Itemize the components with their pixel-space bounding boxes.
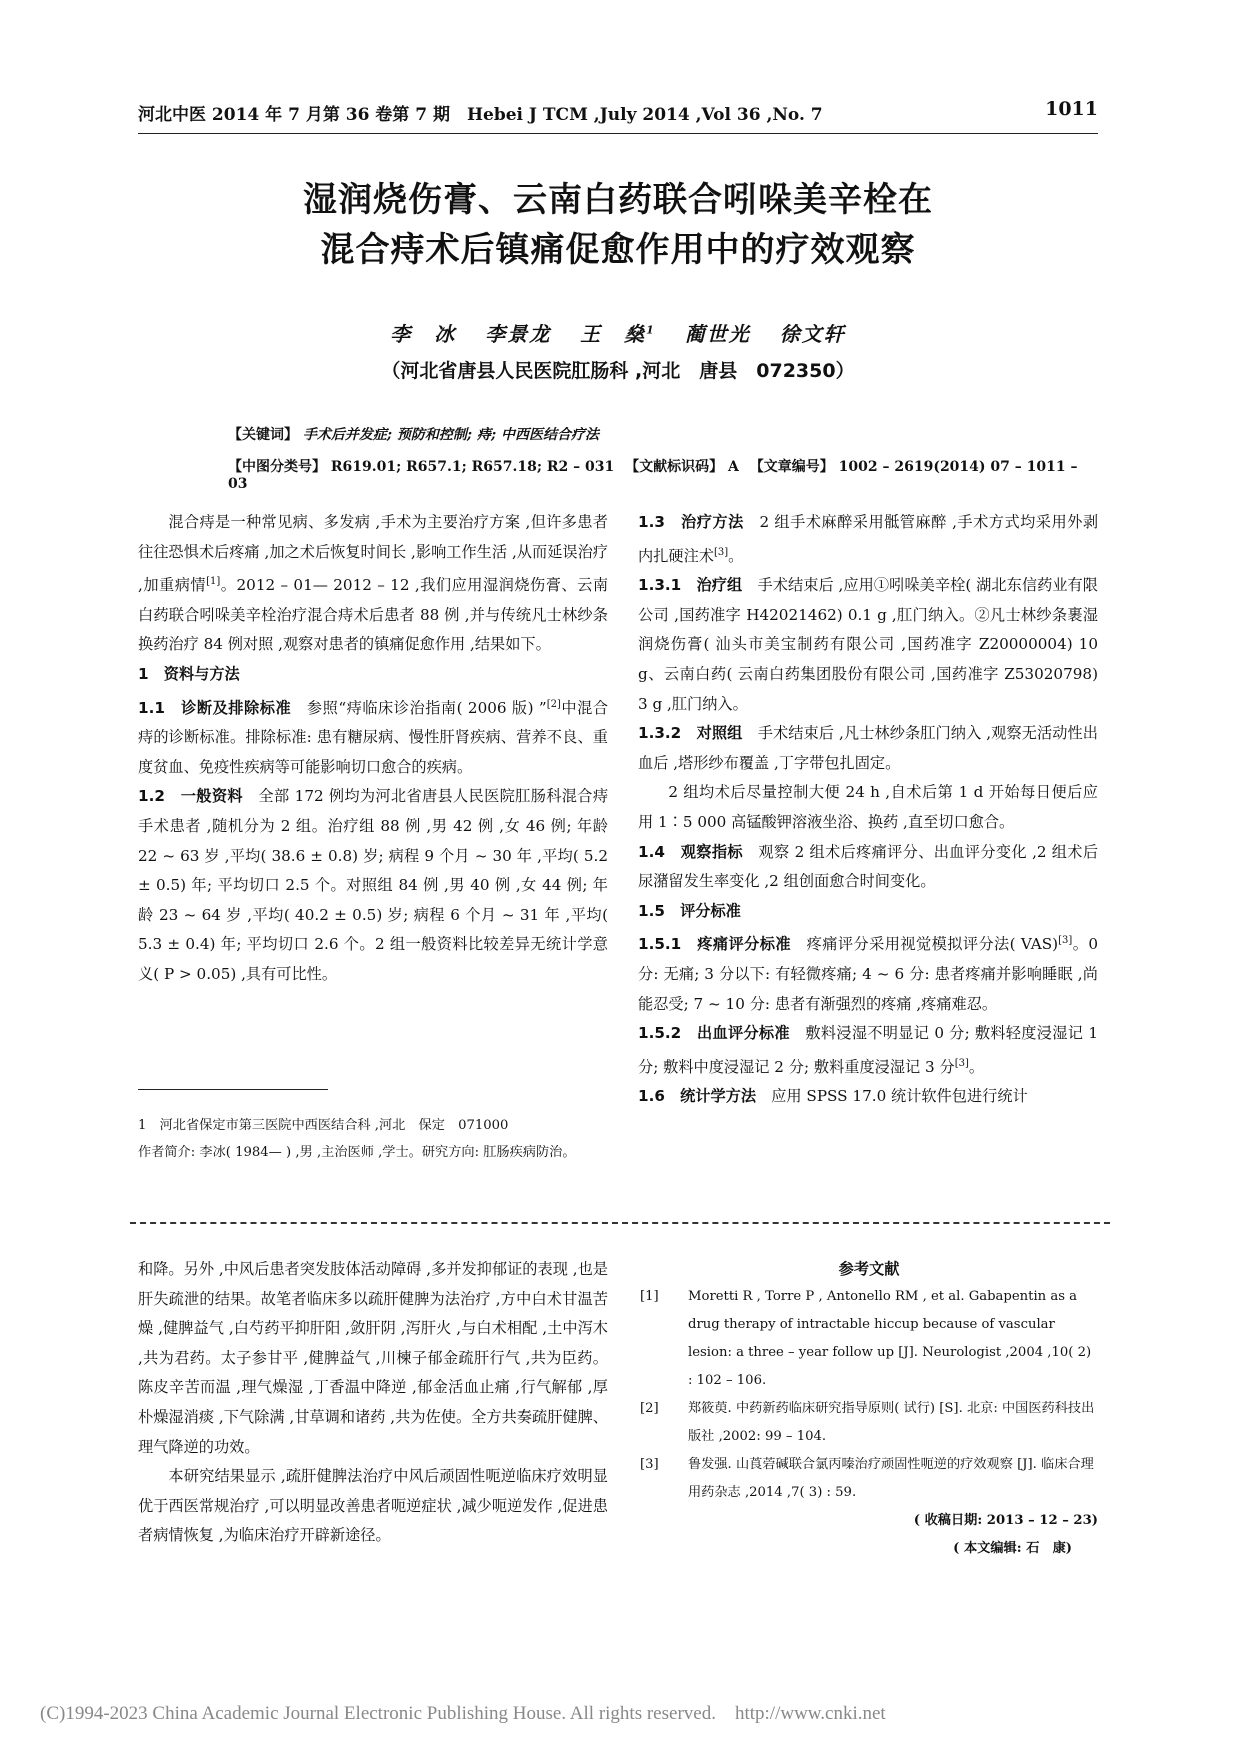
previous-article-continuation (138, 1255, 608, 1551)
conclusion-paragraph: 本研究结果显示 ,疏肝健脾法治疗中风后顽固性呃逆临床疗效明显优于西医常规治疗 ,可以明显改善患者呃逆症状 ,减少呃逆发作 ,促进患者病情恢复 ,为临床治疗开辟新途径。 (138, 1467, 608, 1545)
subsection-1-5-2: 1.5.2 出血评分标准 敷料浸湿不明显记 0 分; 敷料轻度浸湿记 1 分; 敷料中度浸湿记 2 分; 敷料重度浸湿记 3 分[3]。 (638, 1024, 1098, 1076)
subsection-1-5: 1.5 评分标准 (638, 901, 741, 920)
keywords (228, 424, 1098, 444)
article-number-value: 1002 – 2619(2014) 07 – 1011 – 03 (228, 459, 1078, 492)
left-column (138, 508, 608, 990)
reference-item: [2] 郑筱萸. 中药新药临床研究指导原则( 试行) [S]. 北京: 中国医药科技出版社 ,2002: 99 – 104. (640, 1401, 1095, 1444)
section-heading: 1 资料与方法 (138, 665, 240, 684)
citation-ref: [2] (546, 698, 561, 710)
clc-value: R619.01; R657.1; R657.18; R2 – 031 (330, 459, 615, 475)
footnote-rule (138, 1089, 328, 1090)
running-header (138, 100, 1098, 128)
subsection-1-6: 1.6 统计学方法 应用 SPSS 17.0 统计软件包进行统计 (638, 1087, 1028, 1106)
subsection-1-3: 1.3 治疗方法 2 组手术麻醉采用骶管麻醉 ,手术方式均采用外剥内扎硬注术[3]。 (638, 513, 1099, 565)
editor-note: ( 本文编辑: 石 康) (953, 1541, 1072, 1556)
reference-item: [3] 鲁发强. 山莨菪碱联合氯丙嗪治疗顽固性呃逆的疗效观察 [J]. 临床合理用药杂志 ,2014 ,7( 3) : 59. (640, 1457, 1094, 1500)
subsection-1-1: 1.1 诊断及排除标准 参照“痔临床诊治指南( 2006 版) ”[2]中混合痔的诊断标准。排除标准: 患有糖尿病、慢性肝肾疾病、营养不良、重度贫血、免疫性疾病等可能影响切口愈合的疾病。 (138, 698, 609, 776)
author-affiliation-mark: 1 (646, 323, 656, 337)
references-title: 参考文献 (838, 1260, 900, 1278)
right-column (638, 508, 1098, 1112)
citation-ref: [3] (1058, 935, 1073, 947)
author-list (138, 318, 1098, 347)
footnote-author-bio: 作者简介: 李冰( 1984— ) ,男 ,主治医师 ,学士。研究方向: 肛肠疾病防治。 (138, 1145, 576, 1160)
doc-code-label: 【文献标识码】 (625, 459, 724, 475)
affiliation: （河北省唐县人民医院肛肠科 ,河北 唐县 072350） (381, 360, 855, 382)
subsection-1-5-1: 1.5.1 疼痛评分标准 疼痛评分采用视觉模拟评分法( VAS)[3]。0 分: 无痛; 3 分以下: 有轻微疼痛; 4 ~ 6 分: 患者疼痛并影响睡眠 ,尚能忍受; 7 ~ 10 分: 患者有渐强烈的疼痛 ,疼痛难忍。 (638, 935, 1098, 1013)
subsection-1-3-1: 1.3.1 治疗组 手术结束后 ,应用①吲哚美辛栓( 湖北东信药业有限公司 ,国药准字 H42021462) 0.1 g ,肛门纳入。②凡士林纱条裹湿润烧伤膏( 汕头市美宝制药有限公司 ,国药准字 Z20000004) 10 g、云南白药( 云南白药集团股份有限公司 ,国药准字 Z53020798) 3 g ,肛门纳入。 (638, 576, 1098, 713)
intro-paragraph: 混合痔是一种常见病、多发病 ,手术为主要治疗方案 ,但许多患者往往恐惧术后疼痛 ,加之术后恢复时间长 ,影响工作生活 ,从而延误治疗 ,加重病情[1]。2012 – 01— 2012 – 12 ,我们应用湿润烧伤膏、云南白药联合吲哚美辛栓治疗混合痔术后患者 88 例 ,并与传统凡士林纱条换药治疗 84 例对照 ,观察对患者的镇痛促愈作用 ,结果如下。 (138, 513, 609, 654)
author: 李景龙 (485, 322, 552, 346)
footnote-affiliation: 1 河北省保定市第三医院中西医结合科 ,河北 保定 071000 (138, 1118, 509, 1133)
article-number-label: 【文章编号】 (749, 459, 834, 475)
citation-ref: [1] (206, 576, 221, 588)
continuation-paragraph: 和降。另外 ,中风后患者突发肢体活动障碍 ,多并发抑郁证的表现 ,也是肝失疏泄的结果。故笔者临床多以疏肝健脾为法治疗 ,方中白术甘温苦燥 ,健脾益气 ,白芍药平抑肝阳 ,敛肝阴 ,泻肝火 ,与白术相配 ,土中泻木 ,共为君药。太子参甘平 ,健脾益气 ,川楝子郁金疏肝行气 ,共为臣药。陈皮辛苦而温 ,理气燥湿 ,丁香温中降逆 ,郁金活血止痛 ,行气解郁 ,厚朴燥湿消痰 ,下气除满 ,甘草调和诸药 ,共为佐使。全方共奏疏肝健脾、理气降逆的功效。 (138, 1260, 608, 1456)
reference-item: [1] Moretti R , Torre P , Antonello RM , et al. Gabapentin as a drug therapy of intractable hiccup because of vascular lesion: a three – year follow up [J]. Neurologist ,2004 ,10( 2) : 102 – 106. (640, 1289, 1092, 1388)
references (640, 1255, 1098, 1563)
classification-line (228, 456, 1098, 492)
received-date: ( 收稿日期: 2013 – 12 – 23) (913, 1513, 1098, 1528)
author: 徐文轩 (779, 322, 846, 346)
citation-ref: [3] (954, 1057, 969, 1069)
article-title-line-2: 混合痔术后镇痛促愈作用中的疗效观察 (320, 230, 916, 270)
author: 蔺世光 (684, 322, 751, 346)
doc-code-value: A (728, 459, 739, 475)
header-rule (138, 133, 1098, 134)
author: 李 冰 (390, 322, 457, 346)
article-divider (130, 1222, 1110, 1224)
keywords-label: 【关键词】 (228, 427, 298, 443)
article-title-line-1: 湿润烧伤膏、云南白药联合吲哚美辛栓在 (303, 180, 933, 220)
keywords-text: 手术后并发症; 预防和控制; 痔; 中西医结合疗法 (302, 427, 599, 443)
journal-citation-line: 河北中医 2014 年 7 月第 36 卷第 7 期 Hebei J TCM ,July 2014 ,Vol 36 ,No. 7 (138, 105, 823, 125)
clc-label: 【中图分类号】 (228, 459, 326, 475)
subsection-1-4: 1.4 观察指标 观察 2 组术后疼痛评分、出血评分变化 ,2 组术后尿潴留发生率变化 ,2 组创面愈合时间变化。 (638, 842, 1099, 891)
footnote (138, 1112, 608, 1166)
page-number: 1011 (1045, 98, 1098, 120)
author: 王 燊$^1$ (580, 322, 656, 346)
subsection-1-2: 1.2 一般资料 全部 172 例均为河北省唐县人民医院肛肠科混合痔手术患者 ,随机分为 2 组。治疗组 88 例 ,男 42 例 ,女 46 例; 年龄 22 ~ 63 岁 ,平均( 38.6 ± 0.8) 岁; 病程 9 个月 ~ 30 年 ,平均( 5.2 ± 0.5) 年; 平均切口 2.5 个。对照组 84 例 ,男 40 例 ,女 44 例; 年龄 23 ~ 64 岁 ,平均( 40.2 ± 0.5) 岁; 病程 6 个月 ~ 31 年 ,平均( 5.3 ± 0.4) 年; 平均切口 2.6 个。2 组一般资料比较差异无统计学意义( P > 0.05) ,具有可比性。 (138, 787, 609, 984)
copyright-footer: (C)1994-2023 China Academic Journal Electronic Publishing House. All rights reserved. http://www.cnki.net (40, 1703, 886, 1724)
common-care-paragraph: 2 组均术后尽量控制大便 24 h ,自术后第 1 d 开始每日便后应用 1∶5 000 高锰酸钾溶液坐浴、换药 ,直至切口愈合。 (638, 783, 1098, 831)
citation-ref: [3] (713, 546, 729, 558)
subsection-1-3-2: 1.3.2 对照组 手术结束后 ,凡士林纱条肛门纳入 ,观察无活动性出血后 ,塔形纱布覆盖 ,丁字带包扎固定。 (638, 724, 1098, 772)
